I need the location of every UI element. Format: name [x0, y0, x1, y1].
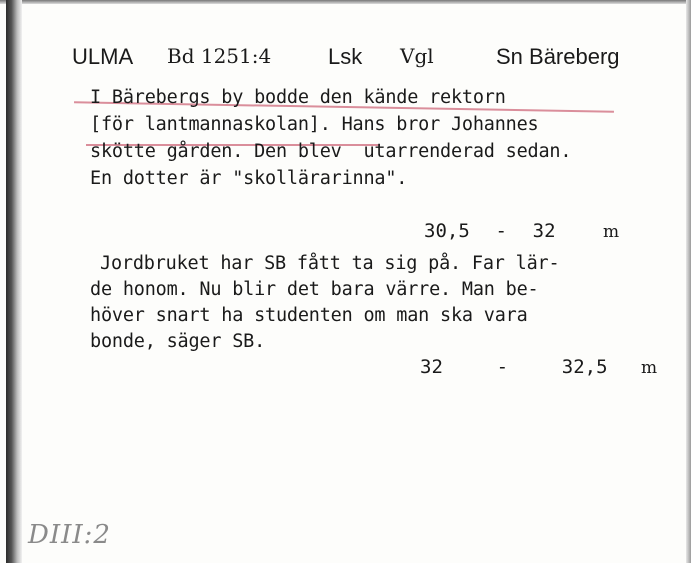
measure-2-dash: -: [496, 356, 509, 378]
handwritten-signature: DIII:2: [28, 520, 111, 550]
measure-1-to: 32: [532, 220, 556, 242]
paragraph-1-line: skötte gården. Den blev utarrenderad sedan.: [90, 141, 572, 162]
paragraph-1-line: I Bärebergs by bodde den kände rektorn: [90, 87, 506, 108]
parish-type: Lsk: [328, 44, 363, 69]
measure-1-dash: -: [495, 220, 507, 242]
card-header: [72, 44, 672, 84]
measure-2-unit: m: [641, 358, 658, 378]
paragraph-2-line: Jordbruket har SB fått ta sig på. Far lär-: [100, 253, 560, 274]
card-left-edge: [6, 0, 22, 563]
parish-name: Sn Bäreberg: [496, 44, 620, 69]
measure-1-from: 30,5: [424, 220, 470, 242]
paragraph-1-line: En dotter är "skollärarinna".: [90, 168, 408, 189]
measure-2-from: 32: [420, 356, 443, 378]
archive-code: ULMA: [72, 44, 134, 69]
measure-1-unit: m: [603, 222, 620, 242]
paragraph-2-line: de honom. Nu blir det bara värre. Man be-: [90, 279, 539, 300]
paragraph-1: [90, 84, 690, 192]
paragraph-1-line: [för lantmannaskolan]. Hans bror Johannes: [90, 114, 539, 135]
paragraph-2-line: bonde, säger SB.: [90, 331, 266, 352]
paragraph-2-line: höver snart ha studenten om man ska vara: [90, 305, 528, 326]
volume-number: Bd 1251:4: [167, 44, 272, 68]
measure-2: [420, 356, 657, 378]
card-top-edge: [0, 0, 691, 4]
measure-2-to: 32,5: [561, 356, 608, 378]
province-code: Vgl: [400, 44, 434, 68]
paragraph-2: [90, 251, 690, 355]
measure-1: [424, 220, 619, 242]
